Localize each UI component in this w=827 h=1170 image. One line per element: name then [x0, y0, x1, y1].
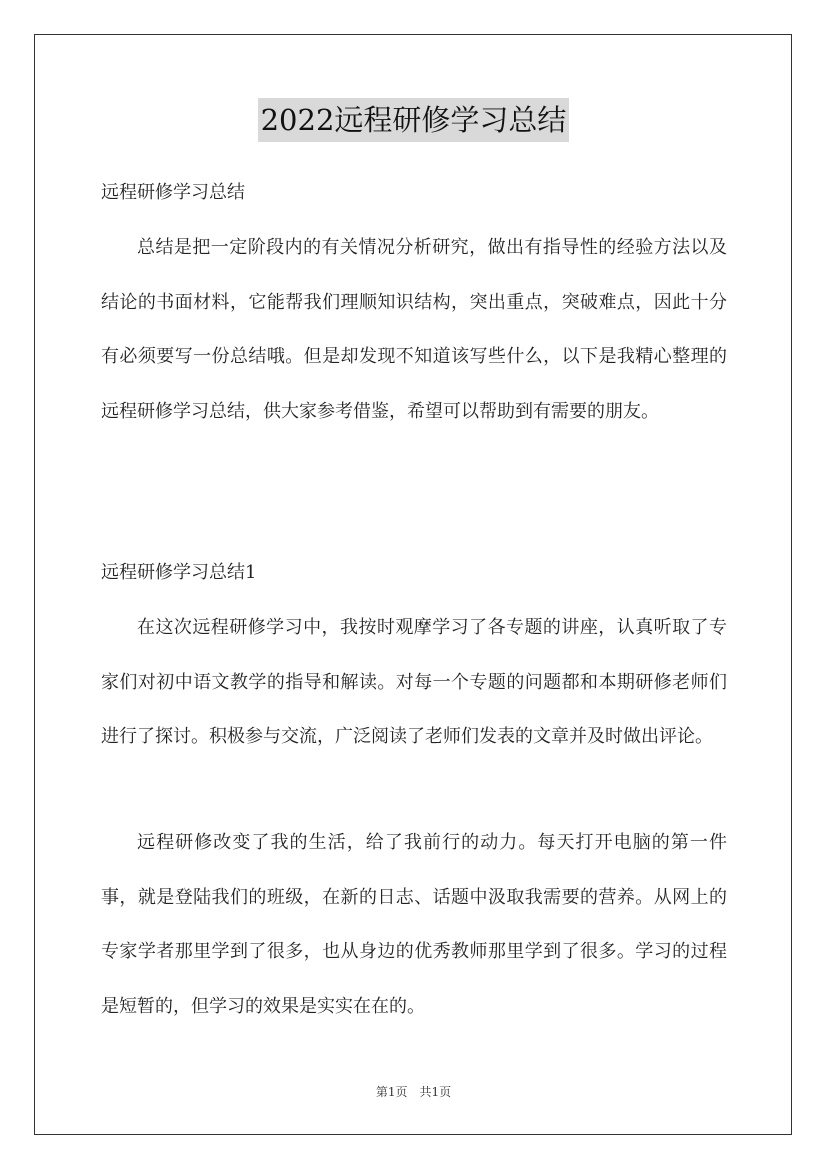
paragraph-section-1-a: 在这次远程研修学习中，我按时观摩学习了各专题的讲座，认真听取了专家们对初中语文教学的指导和解读。对每一个专题的问题都和本期研修老师们进行了探讨。积极参与交流，广泛阅读了老师们发表的文章并及时做出评论。: [101, 617, 727, 747]
section-heading-intro: 远程研修学习总结: [101, 182, 245, 203]
intro-paragraph: 总结是把一定阶段内的有关情况分析研究，做出有指导性的经验方法以及结论的书面材料，它能帮我们理顺知识结构，突出重点，突破难点，因此十分有必须要写一份总结哦。但是却发现不知道该写些什么，以下是我精心整理的远程研修学习总结，供大家参考借鉴，希望可以帮助到有需要的朋友。: [101, 237, 727, 422]
page-footer: 第1页 共1页: [375, 1085, 452, 1099]
section-heading-1: 远程研修学习总结1: [101, 562, 257, 583]
paragraph-section-1-b: 远程研修改变了我的生活，给了我前行的动力。每天打开电脑的第一件事，就是登陆我们的班级，在新的日志、话题中汲取我需要的营养。从网上的专家学者那里学到了很多，也从身边的优秀教师那里学到了很多。学习的过程是短暂的，但学习的效果是实实在在的。: [101, 832, 727, 1017]
document-title: 2022远程研修学习总结: [258, 98, 570, 142]
title-container: [0, 98, 827, 142]
